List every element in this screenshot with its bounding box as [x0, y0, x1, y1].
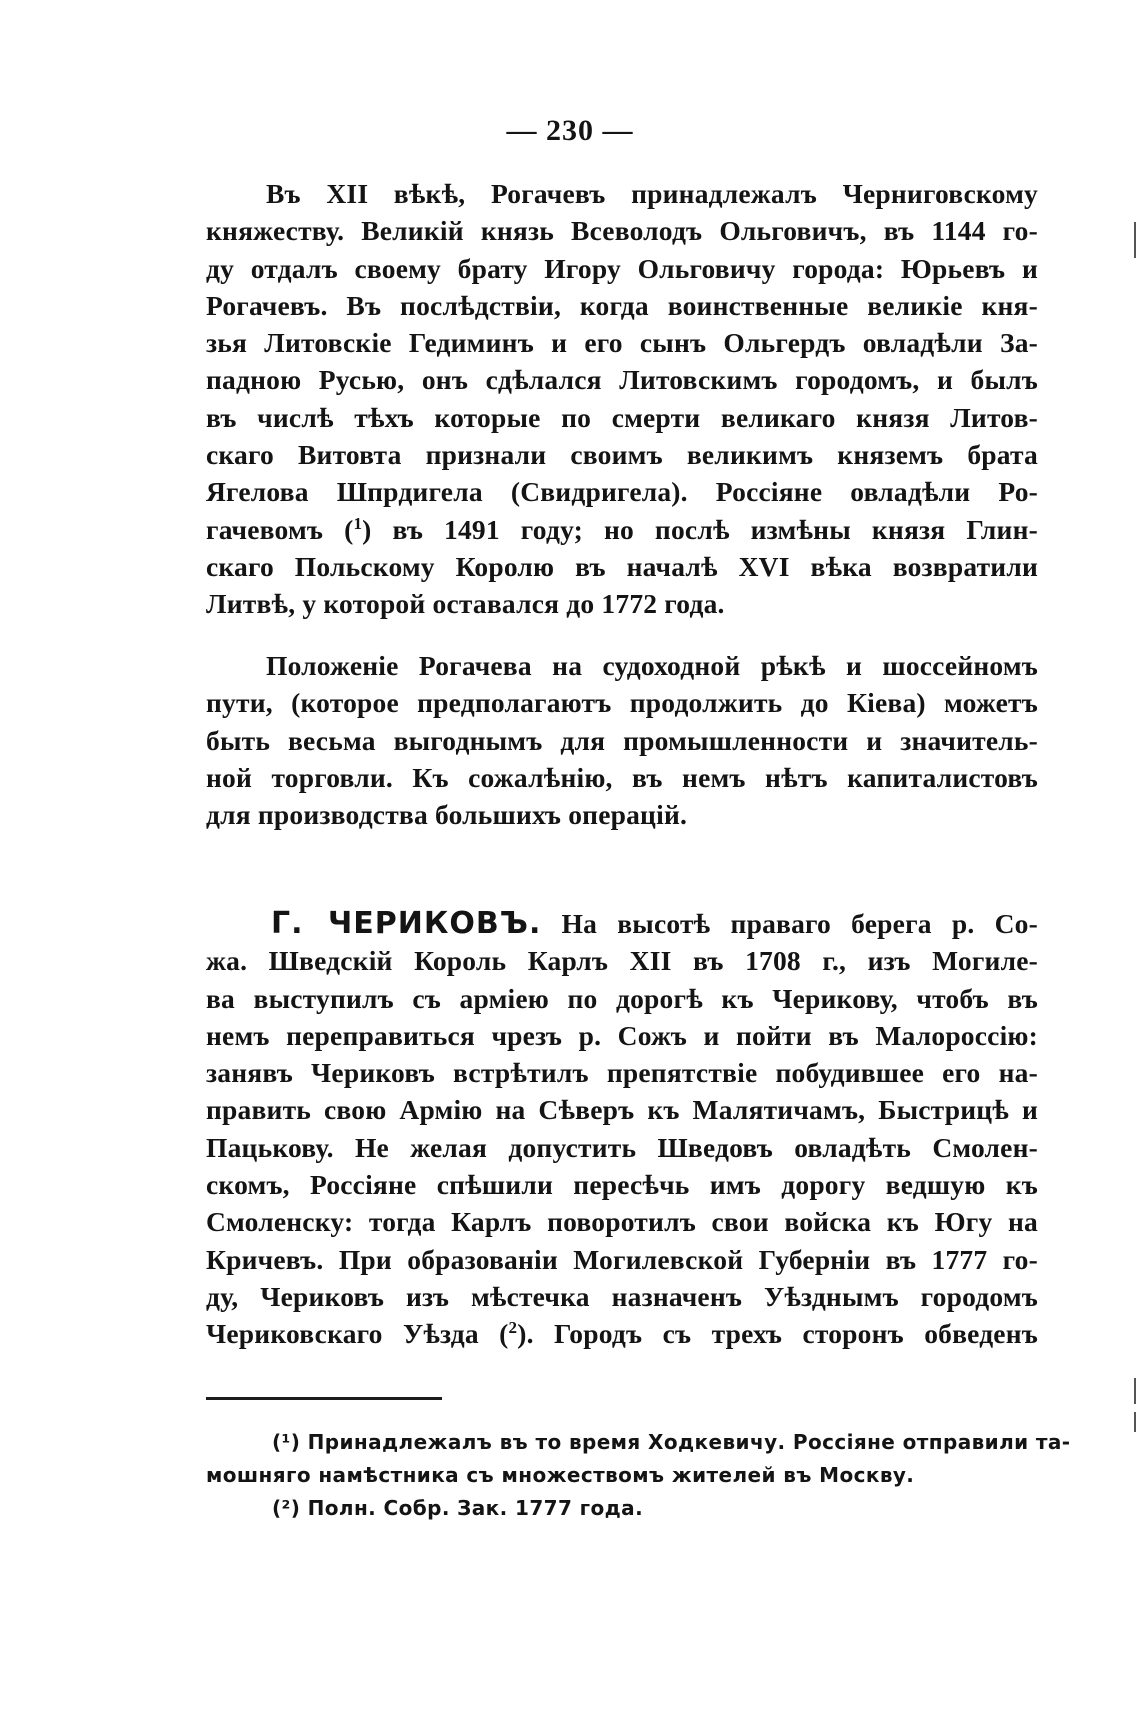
paragraph-rogachev-history — [206, 175, 1038, 623]
footnote-2-text: Полн. Собр. Зак. 1777 года. — [300, 1496, 644, 1520]
text-line: ва выступилъ съ арміею по дорогѣ къ Черикову, чтобъ въ — [206, 982, 1038, 1014]
section-heading-cherikov: Г. ЧЕРИКОВЪ. — [271, 906, 542, 941]
text-line: скаго Польскому Королю въ началѣ XVI вѣка возвратили — [206, 550, 1038, 582]
text-line-with-footnote-ref — [206, 1315, 1038, 1352]
text-fragment: ) въ 1491 году; но послѣ измѣны князя Глин- — [362, 513, 1038, 545]
text-fragment: гачевомъ ( — [206, 513, 354, 545]
footnote-reference-1: 1 — [353, 513, 363, 533]
text-line: ду отдалъ своему брату Игору Ольговичу города: Юрьевъ и — [206, 252, 1038, 284]
text-line: Смоленску: тогда Карлъ поворотилъ свои войска къ Югу на — [206, 1206, 1038, 1238]
text-line: занявъ Чериковъ встрѣтилъ препятствіе побудившее его на- — [206, 1057, 1038, 1089]
text-line: Ягелова Шпрдигела (Свидригела). Россіяне овладѣли Ро- — [206, 476, 1038, 508]
footnote-2-mark: (²) — [272, 1496, 301, 1520]
text-line: немъ переправиться чрезъ р. Сожъ и пойти въ Малороссію: — [206, 1019, 1038, 1051]
text-line: ду, Чериковъ изъ мѣстечка назначенъ Уѣзднымъ городомъ — [206, 1280, 1038, 1312]
text-line: падною Русью, онъ сдѣлался Литовскимъ городомъ, и былъ — [206, 364, 1038, 396]
text-line: скомъ, Россіяне спѣшили пересѣчь имъ дорогу ведшую къ — [206, 1169, 1038, 1201]
footnote-reference-2: 2 — [508, 1318, 518, 1338]
page-number: — 230 — — [506, 114, 634, 147]
paragraph-cherikov — [206, 905, 1038, 1353]
footnote-1-text: Принадлежалъ въ то время Ходкевичу. Россіяне отправили та- — [300, 1430, 1071, 1454]
text-line: пути, (которое предполагаютъ продолжить до Кіева) можетъ — [206, 687, 1038, 719]
text-line-with-heading — [206, 905, 1038, 942]
text-line: княжеству. Великій князь Всеволодъ Ольговичъ, въ 1144 го- — [206, 215, 1038, 247]
text-line: Пацькову. Не желая допустить Шведовъ овладѣть Смолен- — [206, 1131, 1038, 1163]
text-line: въ числѣ тѣхъ которые по смерти великаго князя Литов- — [206, 401, 1038, 433]
text-fragment: ). Городъ съ трехъ сторонъ обведенъ — [517, 1318, 1038, 1350]
text-line: скаго Витовта признали своимъ великимъ княземъ брата — [206, 439, 1038, 471]
text-line: жа. Шведскій Король Карлъ XII въ 1708 г., изъ Могиле- — [206, 945, 1038, 977]
paragraph-rogachev-position — [206, 647, 1038, 833]
text-line: Рогачевъ. Въ послѣдствіи, когда воинственные великіе кня- — [206, 289, 1038, 321]
text-line: Въ XII вѣкѣ, Рогачевъ принадлежалъ Черниговскому — [266, 178, 1038, 209]
footnote-1 — [206, 1426, 1071, 1459]
footnote-1-mark: (¹) — [272, 1430, 301, 1454]
footnote-2 — [206, 1492, 1038, 1525]
text-line: Положеніе Рогачева на судоходной рѣкѣ и шоссейномъ — [266, 650, 1038, 681]
text-line: зья Литовскіе Гедиминъ и его сынъ Ольгердъ овладѣли За- — [206, 327, 1038, 359]
text-line: для производства большихъ операцій. — [206, 799, 688, 831]
text-fragment: Чериковскаго Уѣзда ( — [206, 1318, 509, 1350]
text-line: Литвѣ, у которой оставался до 1772 года. — [206, 588, 725, 620]
text-line: ной торговли. Къ сожалѣнію, въ немъ нѣтъ капиталистовъ — [206, 761, 1038, 793]
text-line-with-footnote-ref — [206, 511, 1038, 548]
footnotes — [206, 1426, 1071, 1525]
scan-edge-mark — [1134, 1412, 1136, 1432]
footnote-1-continuation: мошняго намѣстника съ множествомъ жителей въ Москву. — [206, 1463, 915, 1487]
footnote-divider — [206, 1397, 442, 1400]
text-fragment: На высотѣ праваго берега р. Со- — [541, 908, 1038, 939]
scan-edge-mark — [1134, 222, 1136, 258]
text-line: Кричевъ. При образованіи Могилевской Губерніи въ 1777 го- — [206, 1243, 1038, 1275]
text-line: править свою Армію на Сѣверъ къ Малятичамъ, Быстрицѣ и — [206, 1094, 1038, 1126]
text-line: быть весьма выгоднымъ для промышленности и значитель- — [206, 724, 1038, 756]
scan-edge-mark — [1134, 1378, 1136, 1404]
